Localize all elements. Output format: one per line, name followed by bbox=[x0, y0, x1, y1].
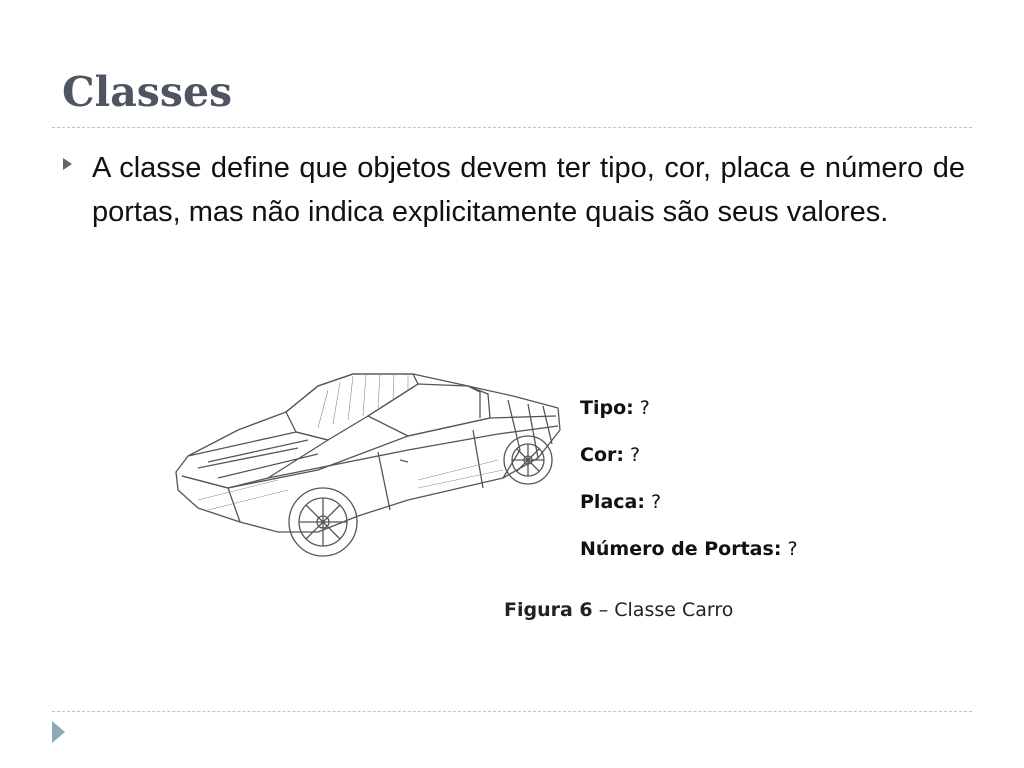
attribute-value: ? bbox=[639, 397, 650, 419]
attribute-cor bbox=[580, 443, 798, 490]
attribute-label: Número de Portas: bbox=[580, 538, 782, 560]
attribute-value: ? bbox=[787, 538, 798, 560]
bullet-arrow-icon bbox=[63, 158, 72, 170]
figure-number: Figura 6 bbox=[504, 599, 593, 621]
caption-separator: – bbox=[598, 599, 609, 621]
bullet-item bbox=[60, 146, 965, 234]
title-divider bbox=[52, 127, 972, 128]
class-attributes bbox=[580, 396, 798, 584]
car-wireframe-drawing bbox=[168, 360, 568, 575]
attribute-numero-portas bbox=[580, 537, 798, 584]
caption-text: Classe Carro bbox=[614, 599, 734, 621]
attribute-tipo bbox=[580, 396, 798, 443]
car-wireframe-image bbox=[168, 360, 568, 575]
footer-divider bbox=[52, 711, 972, 712]
attribute-label: Cor: bbox=[580, 444, 624, 466]
attribute-value: ? bbox=[630, 444, 641, 466]
bullet-text: A classe define que objetos devem ter tipo, cor, placa e número de portas, mas não indica explicitamente quais são seus valores. bbox=[92, 152, 965, 228]
slide-title: Classes bbox=[62, 68, 233, 116]
next-slide-arrow-icon[interactable] bbox=[52, 721, 65, 743]
attribute-label: Tipo: bbox=[580, 397, 634, 419]
figure-caption bbox=[504, 599, 733, 621]
attribute-placa bbox=[580, 490, 798, 537]
attribute-label: Placa: bbox=[580, 491, 645, 513]
attribute-value: ? bbox=[651, 491, 662, 513]
